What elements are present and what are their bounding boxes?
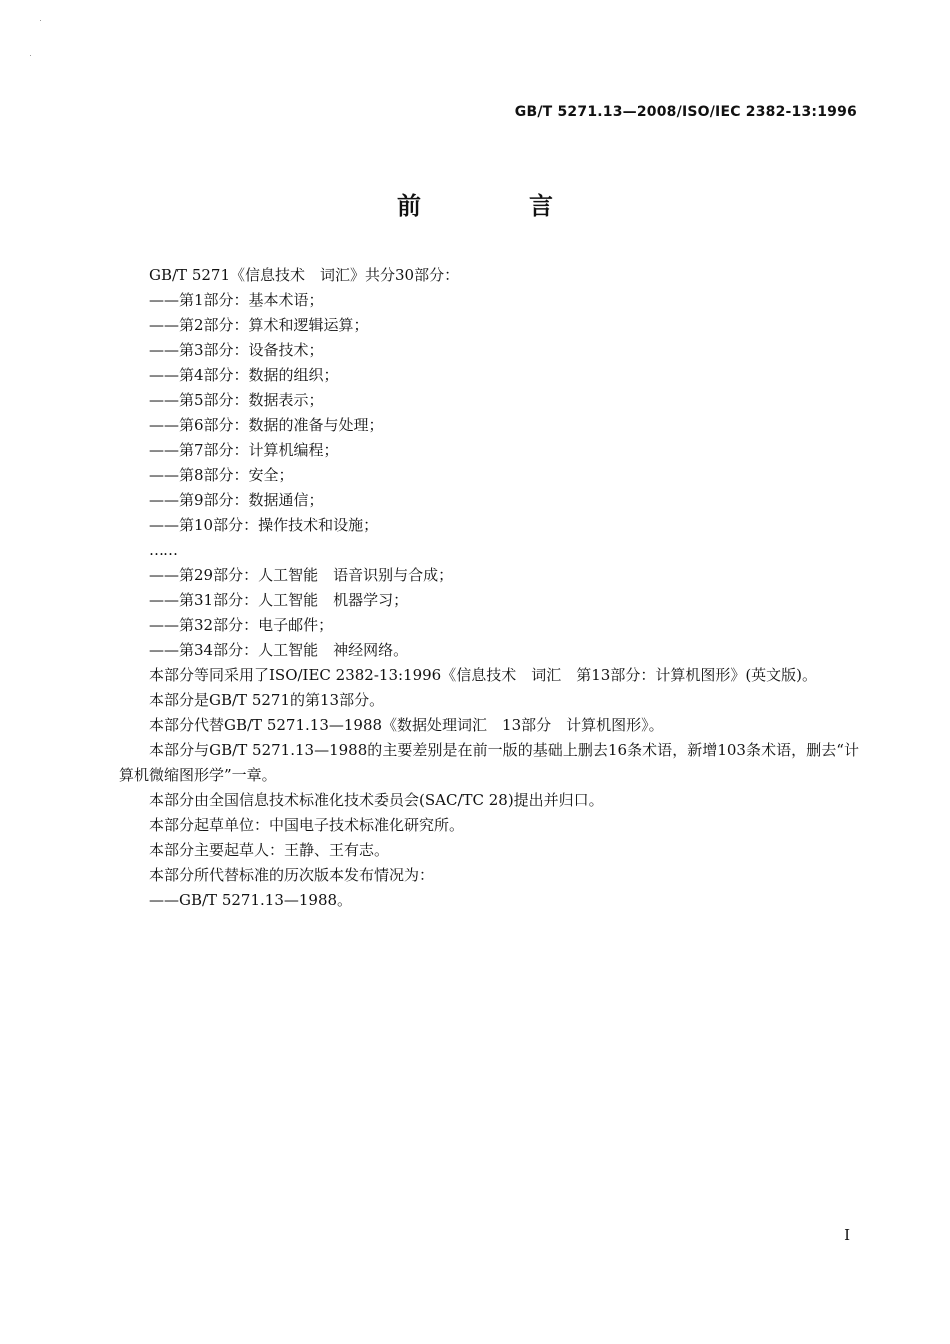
scan-speck <box>40 20 41 21</box>
list-item: ——第9部分：数据通信； <box>149 491 324 509</box>
list-item: ——第34部分：人工智能 神经网络。 <box>149 641 409 659</box>
differences-paragraph: 本部分与GB/T 5271.13—1988的主要差别是在前一版的基础上删去16条术语，新增103条术语，删去“计算机微缩图形学”一章。 <box>119 741 859 784</box>
drafters-paragraph: 本部分主要起草人：王静、王有志。 <box>149 841 390 859</box>
proposer-paragraph: 本部分由全国信息技术标准化技术委员会(SAC/TC 28)提出并归口。 <box>149 791 604 809</box>
list-item: ——第6部分：数据的准备与处理； <box>149 416 384 434</box>
drafting-unit-paragraph: 本部分起草单位：中国电子技术标准化研究所。 <box>149 816 465 834</box>
list-item: ——第1部分：基本术语； <box>149 291 324 309</box>
intro-paragraph: GB/T 5271《信息技术 词汇》共分30部分： <box>149 266 460 284</box>
adoption-paragraph: 本部分等同采用了ISO/IEC 2382-13:1996《信息技术 词汇 第13部分：计算机图形》(英文版)。 <box>149 666 818 684</box>
list-item: ——第10部分：操作技术和设施； <box>149 516 379 534</box>
list-item: ——第7部分：计算机编程； <box>149 441 339 459</box>
page-title: 前 言 <box>397 192 595 220</box>
standard-number: GB/T 5271.13—2008/ISO/IEC 2382-13:1996 <box>514 104 857 120</box>
page-number: I <box>844 1226 850 1244</box>
list-item: ——第31部分：人工智能 机器学习； <box>149 591 409 609</box>
list-item: ——第3部分：设备技术； <box>149 341 324 359</box>
list-item: ——第4部分：数据的组织； <box>149 366 339 384</box>
scan-speck <box>30 55 31 56</box>
list-item: ——第29部分：人工智能 语音识别与合成； <box>149 566 454 584</box>
history-item: ——GB/T 5271.13—1988。 <box>149 891 353 909</box>
part-number-paragraph: 本部分是GB/T 5271的第13部分。 <box>149 691 385 709</box>
foreword-body <box>119 263 859 913</box>
list-ellipsis: …… <box>149 541 177 559</box>
replaces-paragraph: 本部分代替GB/T 5271.13—1988《数据处理词汇 13部分 计算机图形》。 <box>149 716 664 734</box>
history-intro-paragraph: 本部分所代替标准的历次版本发布情况为： <box>149 866 435 884</box>
parts-list <box>119 288 859 663</box>
list-item: ——第5部分：数据表示； <box>149 391 324 409</box>
list-item: ——第32部分：电子邮件； <box>149 616 334 634</box>
list-item: ——第2部分：算术和逻辑运算； <box>149 316 369 334</box>
list-item: ——第8部分：安全； <box>149 466 294 484</box>
